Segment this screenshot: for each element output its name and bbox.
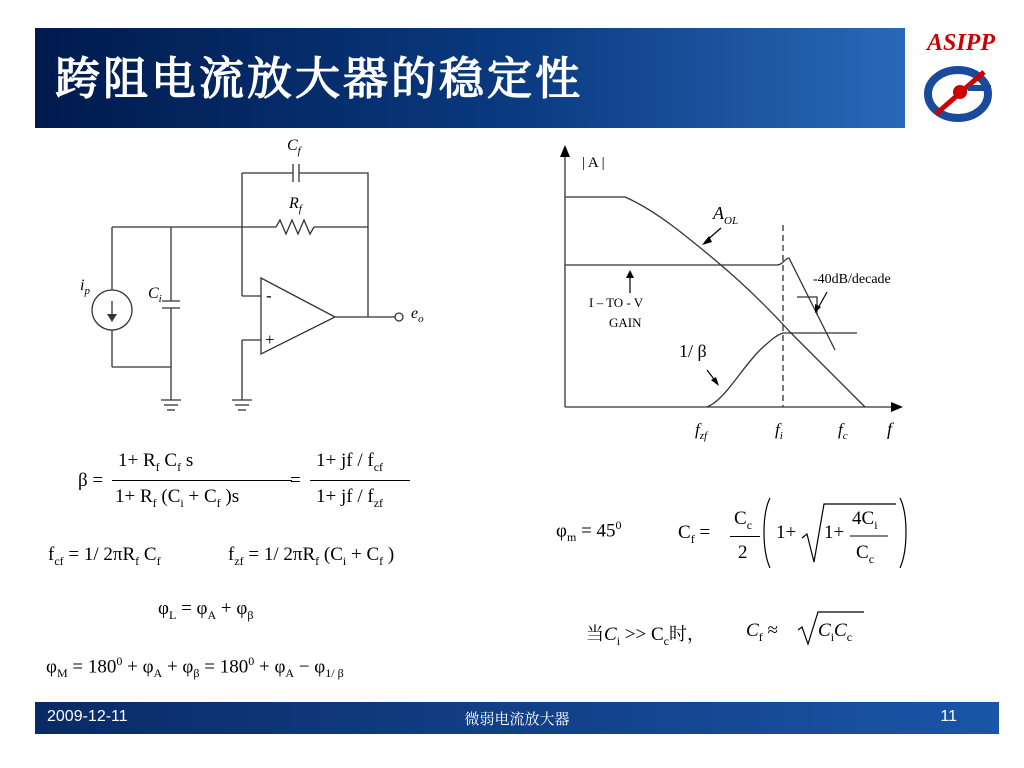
svg-text:+: + <box>265 330 275 349</box>
svg-text:Ci: $C_i$ <box>148 285 162 305</box>
svg-text:Rf: $R_f$ <box>289 195 302 215</box>
page-number: 11 <box>940 708 957 725</box>
logo-emblem-icon <box>906 28 1016 128</box>
cf-frac-num: $C_c$ <box>734 508 753 532</box>
bode-plot <box>545 145 925 445</box>
footer-bar <box>35 702 999 734</box>
svg-text:ip: $i_p$ <box>80 277 90 297</box>
svg-text:I – TO - V: I – TO - V <box>589 295 644 310</box>
cf-lhs: $C_f$ = <box>678 522 711 546</box>
approx-cf: $C_f$ ≈ <box>746 620 778 644</box>
beta-den2: 1+ jf / $f_{zf}$ <box>316 486 384 510</box>
svg-text:fzf: $f_{zf}$ <box>695 420 708 442</box>
phi-margin-equation: $\varphi_m = 45^0$ <box>556 518 622 545</box>
svg-text:1/ β: 1/ β <box>679 341 707 361</box>
asipp-logo <box>906 28 1016 128</box>
svg-text:Cf: $C_f$ <box>287 137 301 157</box>
svg-text:-40dB/decade: -40dB/decade <box>813 272 891 287</box>
beta-num2: 1+ jf / $f_{cf}$ <box>316 450 384 474</box>
phi-l-equation: $\varphi_L = \varphi_A + \varphi_\beta$ <box>158 598 254 622</box>
beta-lhs: β = <box>78 470 104 491</box>
svg-text:AOL: $A_{OL}$ <box>713 203 739 227</box>
svg-text:f: f <box>887 419 893 439</box>
phi-m-equation: $\varphi_M = 180^0 + \varphi_A + \varphi_\beta = 180^0 + \varphi_A - \varphi_{1/ \beta}$ <box>46 654 344 681</box>
cf-frac-bar <box>730 536 760 537</box>
footer-title: 微弱电流放大器 <box>464 710 570 728</box>
svg-text:fi: $f_i$ <box>775 420 783 442</box>
cf-one-plus: 1+ <box>776 522 797 543</box>
cf-frac-den: 2 <box>738 542 748 563</box>
beta-fraction-bar-2 <box>310 480 410 481</box>
footer-date: 2009-12-11 <box>47 708 128 725</box>
beta-equals-2: = <box>290 470 301 491</box>
slide-title: 跨阻电流放大器的稳定性 <box>55 52 584 105</box>
svg-text:GAIN: GAIN <box>609 315 642 330</box>
approx-condition: 当$C_i >> C_c$时， <box>586 624 705 648</box>
tia-circuit-diagram <box>70 130 450 420</box>
cf-inner-num: $4C_i$ <box>852 508 878 532</box>
svg-text:-: - <box>266 286 272 305</box>
beta-num1: $1+ R_f$ $C_f$ s <box>118 450 194 474</box>
svg-text:| A |: | A | <box>582 155 605 171</box>
approx-radicand: $C_iC_c$ <box>818 620 853 644</box>
cf-inner-den: $C_c$ <box>856 542 875 566</box>
fcf-equation: $f_{cf} = 1/$ $2\pi R_f$ $C_f$ <box>48 544 161 568</box>
beta-den1: $1+ R_f$ ($C_i + C_f$ )s <box>115 486 240 510</box>
title-bar <box>35 28 905 128</box>
beta-fraction-bar-1 <box>112 480 292 481</box>
fzf-equation: $f_{zf} = 1/$ $2\pi R_f$ ($C_i + C_f$ ) <box>228 544 395 568</box>
cf-inner-one-plus: 1+ <box>824 522 845 543</box>
svg-text:eo: $e_o$ <box>411 305 424 325</box>
logo-text: ASIPP <box>926 30 995 56</box>
svg-text:fc: $f_c$ <box>838 420 848 442</box>
